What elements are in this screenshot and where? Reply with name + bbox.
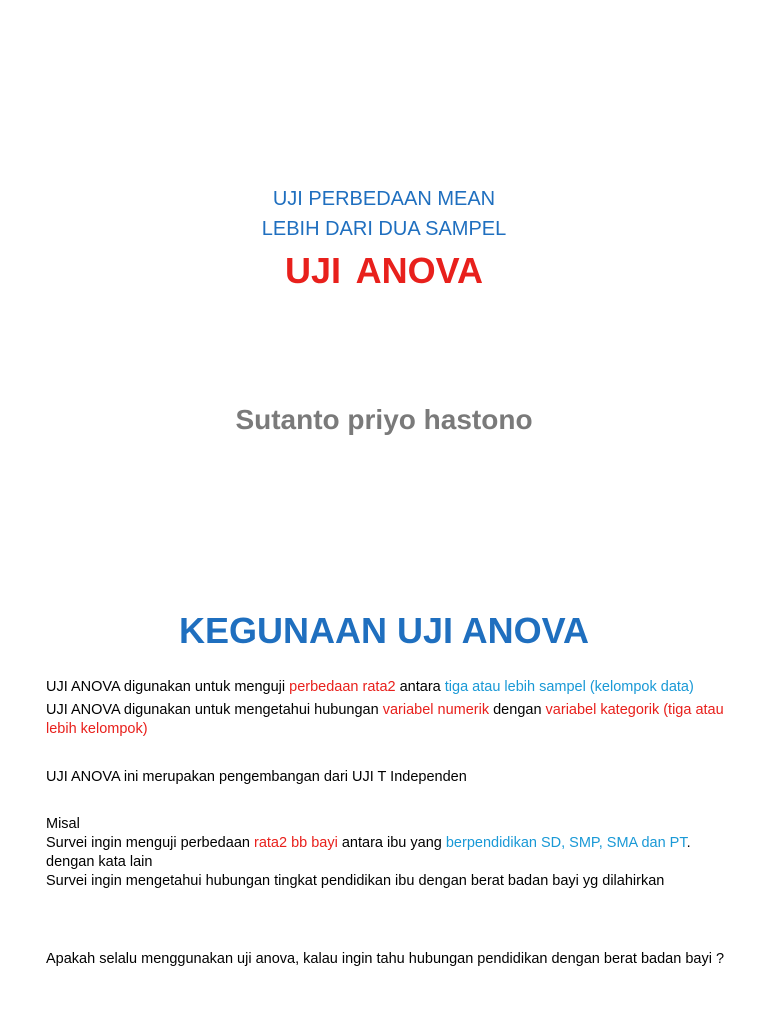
cropped-text-line (120, 1016, 640, 1024)
subtitle-line-2: LEBIH DARI DUA SAMPEL (261, 218, 507, 240)
p1-emphasis-red: perbedaan rata2 (289, 679, 396, 695)
content-slide (0, 560, 768, 1024)
p2-emphasis-red-1: variabel numerik (382, 702, 490, 718)
subtitle-line-1: UJI PERBEDAAN MEAN (272, 188, 496, 210)
content-slide-title: KEGUNAAN UJI ANOVA (178, 610, 590, 651)
p4-emphasis-red: rata2 bb bayi (253, 835, 338, 851)
paragraph-3: UJI ANOVA ini merupakan pengembangan dari UJI T Independen (46, 769, 467, 785)
paragraph-5: Apakah selalu menggunakan uji anova, kalau ingin tahu hubungan pendidikan dengan berat badan bayi ? (46, 951, 725, 967)
author-name: Sutanto priyo hastono (235, 404, 533, 435)
slide-title: UJI ANOVA (284, 250, 484, 291)
p2-text-c: dengan (489, 702, 546, 718)
p2-text-a: UJI ANOVA digunakan untuk mengetahui hubungan (46, 702, 383, 718)
p1-text-a: UJI ANOVA digunakan untuk menguji (46, 679, 290, 695)
p4-emphasis-blue: berpendidikan SD, SMP, SMA dan PT (445, 835, 687, 851)
paragraph-2 (46, 701, 746, 739)
p4-misal: Misal (46, 816, 80, 832)
p4-text-e: . (686, 835, 691, 851)
p1-text-c: antara (395, 679, 445, 695)
p4-line-4: Survei ingin mengetahui hubungan tingkat pendidikan ibu dengan berat badan bayi yg dilahirkan (46, 873, 665, 889)
p4-line-2 (46, 834, 746, 853)
p2-emphasis-red-2: variabel kategorik (tiga atau lebih kelompok) (46, 702, 724, 737)
p4-text-a: Survei ingin menguji perbedaan (46, 835, 254, 851)
p4-line-3: dengan kata lain (46, 854, 153, 870)
p4-text-c: antara ibu yang (337, 835, 446, 851)
paragraph-1 (46, 678, 746, 697)
paragraph-4 (46, 815, 746, 891)
p1-emphasis-blue: tiga atau lebih sampel (kelompok data) (444, 679, 694, 695)
